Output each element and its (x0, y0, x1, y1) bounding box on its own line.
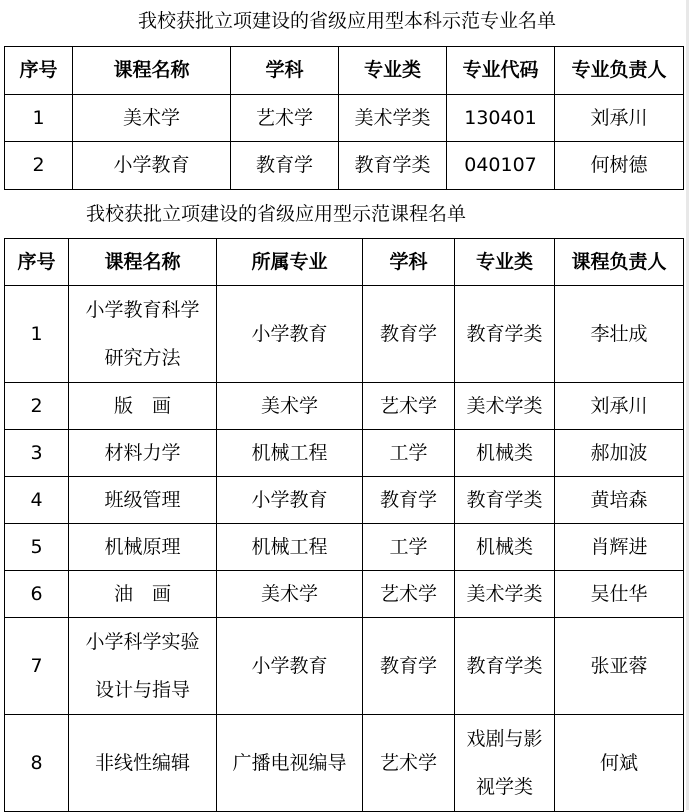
cell-course: 机械原理 (69, 524, 217, 571)
cell-major: 广播电视编导 (217, 715, 363, 812)
cell-course: 班级管理 (69, 477, 217, 524)
cell-no: 3 (5, 430, 69, 477)
table-row (5, 383, 684, 430)
cell-lead: 郝加波 (555, 430, 684, 477)
cell-discipline: 艺术学 (363, 571, 455, 618)
cell-discipline: 教育学 (231, 142, 339, 190)
cell-discipline: 艺术学 (231, 94, 339, 142)
cell-category: 教育学类 (339, 142, 447, 190)
cell-discipline: 教育学 (363, 477, 455, 524)
cell-lead: 肖辉进 (555, 524, 684, 571)
cell-lead: 吴仕华 (555, 571, 684, 618)
table-row (5, 715, 684, 812)
table-row (5, 571, 684, 618)
cell-category: 教育学类 (455, 618, 555, 715)
demonstration-course-table (4, 238, 684, 812)
cell-major: 小学教育 (217, 286, 363, 383)
cell-no: 7 (5, 618, 69, 715)
cell-major: 美术学 (217, 571, 363, 618)
program-list-title: 我校获批立项建设的省级应用型本科示范专业名单 (138, 10, 557, 32)
course-list-title: 我校获批立项建设的省级应用型示范课程名单 (86, 203, 467, 225)
header-program-lead: 专业负责人 (555, 47, 684, 95)
header-discipline: 学科 (231, 47, 339, 95)
cell-code: 130401 (447, 94, 555, 142)
header-discipline: 学科 (363, 239, 455, 286)
cell-discipline: 工学 (363, 524, 455, 571)
cell-discipline: 工学 (363, 430, 455, 477)
cell-no: 8 (5, 715, 69, 812)
cell-course: 版 画 (69, 383, 217, 430)
header-category: 专业类 (339, 47, 447, 95)
cell-no: 1 (5, 286, 69, 383)
table-row (5, 430, 684, 477)
cell-code: 040107 (447, 142, 555, 190)
cell-course: 小学科学实验 设计与指导 (69, 618, 217, 715)
cell-major: 小学教育 (217, 477, 363, 524)
cell-lead: 张亚蓉 (555, 618, 684, 715)
header-major: 所属专业 (217, 239, 363, 286)
table-header-row (5, 239, 684, 286)
cell-discipline: 艺术学 (363, 715, 455, 812)
cell-no: 6 (5, 571, 69, 618)
cell-category: 机械类 (455, 524, 555, 571)
cell-lead: 李壮成 (555, 286, 684, 383)
cell-major: 机械工程 (217, 430, 363, 477)
cell-no: 4 (5, 477, 69, 524)
cell-name: 美术学 (73, 94, 231, 142)
header-no: 序号 (5, 239, 69, 286)
cell-lead: 刘承川 (555, 94, 684, 142)
cell-course: 油 画 (69, 571, 217, 618)
cell-major: 小学教育 (217, 618, 363, 715)
cell-category: 教育学类 (455, 286, 555, 383)
cell-course: 材料力学 (69, 430, 217, 477)
cell-category: 机械类 (455, 430, 555, 477)
header-course-name: 课程名称 (69, 239, 217, 286)
cell-category: 美术学类 (339, 94, 447, 142)
header-no: 序号 (5, 47, 73, 95)
cell-lead: 何斌 (555, 715, 684, 812)
cell-major: 机械工程 (217, 524, 363, 571)
cell-discipline: 教育学 (363, 618, 455, 715)
cell-no: 2 (5, 142, 73, 190)
table-row (5, 94, 684, 142)
table-row (5, 524, 684, 571)
cell-category: 教育学类 (455, 477, 555, 524)
cell-category: 美术学类 (455, 571, 555, 618)
header-course-name: 课程名称 (73, 47, 231, 95)
cell-no: 1 (5, 94, 73, 142)
cell-category: 美术学类 (455, 383, 555, 430)
cell-lead: 何树德 (555, 142, 684, 190)
cell-discipline: 艺术学 (363, 383, 455, 430)
cell-course: 小学教育科学 研究方法 (69, 286, 217, 383)
table-row (5, 477, 684, 524)
cell-course: 非线性编辑 (69, 715, 217, 812)
header-category: 专业类 (455, 239, 555, 286)
table-header-row (5, 47, 684, 95)
cell-category: 戏剧与影 视学类 (455, 715, 555, 812)
cell-major: 美术学 (217, 383, 363, 430)
demonstration-program-table (4, 46, 684, 190)
cell-lead: 刘承川 (555, 383, 684, 430)
cell-discipline: 教育学 (363, 286, 455, 383)
cell-name: 小学教育 (73, 142, 231, 190)
table-row (5, 142, 684, 190)
cell-no: 2 (5, 383, 69, 430)
table-row (5, 618, 684, 715)
header-course-lead: 课程负责人 (555, 239, 684, 286)
cell-no: 5 (5, 524, 69, 571)
table-row (5, 286, 684, 383)
cell-lead: 黄培森 (555, 477, 684, 524)
header-program-code: 专业代码 (447, 47, 555, 95)
